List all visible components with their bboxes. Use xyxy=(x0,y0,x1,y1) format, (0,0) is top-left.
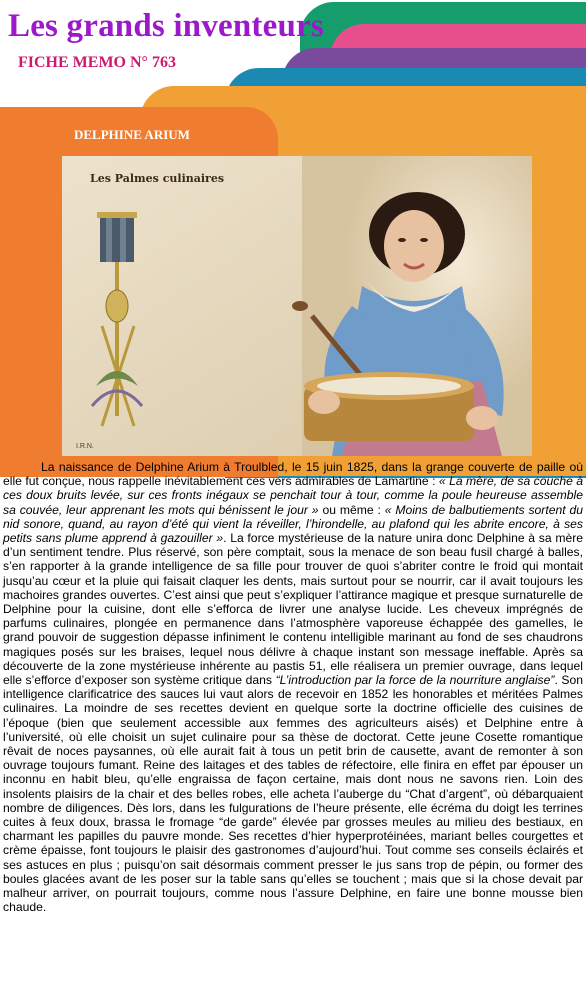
postcard-caption: Les Palmes culinaires xyxy=(90,172,225,185)
memo-number: FICHE MEMO N° 763 xyxy=(18,54,176,71)
page-title: Les grands inventeurs xyxy=(8,8,324,44)
publisher-mark: I.R.N. xyxy=(76,443,94,450)
article-segment: . Son intelligence clarificatrice des sauces lui vaut alors de recevoir en 1852 les honorables et méritées Palmes culinaires. La moindre de ses recettes devient en quelque sorte la doctrine officielle des cuisines de l’époque (bien que seulement accessible aux femmes des agriculteurs aisés) et Delphine entre à l’université, où elle choisit un sujet culinaire pour sa thèse de doctorat. Cette jeune Cosette romantique rêvait de noces paysannes, où elle aurait fait à tous un petit brin de causette, avant de remonter à son ouvrage toujours fumant. Reine des laitages et des tables de réfectoire, elle finira en effet par épouser un inconnu en habit bleu, qu’elle engraissa de façon certaine, mais dont nous ne savons rien. Loin des insolents plaisirs de la chair et des belles robes, elle acheta l’auberge du “Chat d’argent”, où débarquaient nombre de diligences. Dès lors, dans les fulgurations de l’heure présente, elle écréma du doigt les terrines cuites à feux doux, brassa le fromage “de garde” élevée par grosses meules au milieu des bestiaux, en charmant les papilles du pauvre monde. Ses recettes d’hier hyperprotéinées, mariant belles courgettes et crème épaisse, font toujours le plaisir des gastronomes d’aujourd’hui. Tout comme ses conseils éclairés et ses astuces en plus ; puisqu’on sait désormais comment presser le jus sans trop de pépin, ou former des boules glacées avant de les poser sur la table sans qu’elles se touchent ; mais que si la chose devait par malheur arriver, on pourrait toujours, comme nous l’assure Delphine, en faire une bonne mousse bien chaude. xyxy=(3,673,583,915)
article-paragraph xyxy=(3,460,583,915)
article-body xyxy=(3,460,583,915)
vintage-postcard-image xyxy=(62,156,532,456)
article-segment: ou même : xyxy=(318,502,385,517)
book-title: “L’introduction par la force de la nourriture anglaise” xyxy=(275,673,555,688)
postcard-illustration xyxy=(62,156,532,456)
lamartine-quote-1: « La mère, de sa couche à ces doux bruits levée, sur ces fronts inégaux se penchait tour à tour, comme la poule heureuse assemble sa couvée, leur apprenant les mots qui bénissent le jour » xyxy=(3,474,583,517)
lamartine-quote-2: « Moins de balbutiements sortent du nid sonore, quand, au rayon d’été qui vient la réveiller, l’hirondelle, au plafond qui les abrite encore, à ses petits sans plume apprend à gazouiller » xyxy=(3,502,583,546)
article-segment: La naissance de Delphine Arium à Troulbled, le 15 juin 1825, dans la grange couverte de paille où elle fut conçue, nous rappelle inévitablement ces vers admirables de Lamartine : xyxy=(3,460,583,489)
inventor-name: DELPHINE ARIUM xyxy=(74,127,190,142)
article-segment: . La force mystérieuse de la nature unira donc Delphine à sa mère d’un sentiment tendre. Plus réservé, son père comptait, sous la menace de son beau fusil chargé à balles, s’en rapporter à la grande intelligence de sa fille pour trouver de quoi s’abriter contre le froid qui montait jusqu’au cœur et la pluie qui faisait claquer les dents, mais surtout pour se nourrir, car il avait toujours les machoires grandes ouvertes. C’est ainsi que peut s’expliquer l’attirance magique et presque surnaturelle de Delphine pour la cuisine, dont elle s’efforca de livrer une analyse lucide. Les cheveux imprégnés de parfums culinaires, plongée en permanence dans l’atmosphère vaporeuse échappée des gamelles, le grand pouvoir de suggestion dépasse infiniment le contenu intelligible marinant au fond de ses chaudrons magiques posés sur les braises, lequel nous délivre à chaque instant son message ineffable. Après sa découverte de la zone mystérieuse inhérente au pastis 51, elle réalisera un premier ouvrage, dans lequel elle s’efforce d’exposer son système critique dans xyxy=(3,531,583,688)
